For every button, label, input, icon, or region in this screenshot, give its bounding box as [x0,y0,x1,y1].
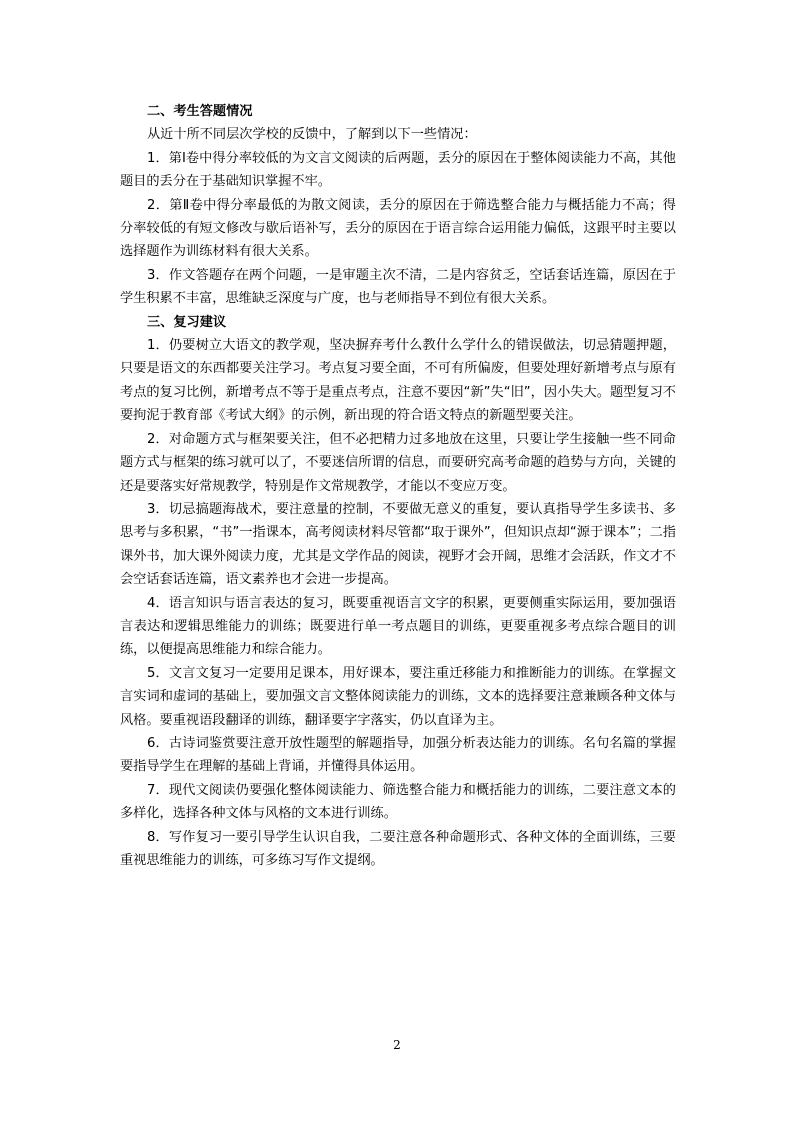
paragraph-exam-item-1: 1．第Ⅰ卷中得分率较低的为文言文阅读的后两题，丢分的原因在于整体阅读能力不高，其他题目的丢分在于基础知识掌握不牢。 [120,150,676,190]
paragraph-exam-item-2: 2．第Ⅱ卷中得分率最低的为散文阅读，丢分的原因在于筛选整合能力与概括能力不高；得分率较低的有短文修改与歇后语补写，丢分的原因在于语言综合运用能力偏低，这跟平时主要以选择题作为训练材料有很大关系。 [120,197,676,260]
paragraph-suggestion-3: 3．切忌搞题海战术，要注意量的控制，不要做无意义的重复，要认真指导学生多读书、多思考与多积累，“书”一指课本，高考阅读材料尽管都“取于课外”，但知识点却“源于课本”；二指课外书，加大课外阅读力度，尤其是文学作品的阅读，视野才会开阔，思维才会活跃，作文才不会空话套话连篇，语文素养也才会进一步提高。 [120,501,676,588]
section-heading-review-suggestions: 三、复习建议 [147,314,227,330]
paragraph-exam-item-3: 3．作文答题存在两个问题，一是审题主次不清，二是内容贫乏，空话套话连篇，原因在于学生积累不丰富，思维缺乏深度与广度，也与老师指导不到位有很大关系。 [120,267,676,307]
paragraph-suggestion-2: 2．对命题方式与框架要关注，但不必把精力过多地放在这里，只要让学生接触一些不同命题方式与框架的练习就可以了，不要迷信所谓的信息，而要研究高考命题的趋势与方向，关键的还是要落实好常规教学，特别是作文常规教学，才能以不变应万变。 [120,431,676,494]
document-body [120,100,676,872]
paragraph-suggestion-1: 1．仍要树立大语文的教学观，坚决摒弃考什么教什么学什么的错误做法，切忌猜题押题，只要是语文的东西都要关注学习。考点复习要全面，不可有所偏废，但要处理好新增考点与原有考点的复习比例，新增考点不等于是重点考点，注意不要因“新”失“旧”，因小失大。题型复习不要拘泥于教育部《考试大纲》的示例，新出现的符合语文特点的新题型要关注。 [120,338,676,424]
page-number: 2 [393,1038,401,1052]
paragraph-suggestion-8: 8．写作复习一要引导学生认识自我，二要注意各种命题形式、各种文体的全面训练，三要重视思维能力的训练，可多练习写作文提纲。 [120,829,676,868]
paragraph-suggestion-6: 6．古诗词鉴赏要注意开放性题型的解题指导，加强分析表达能力的训练。名句名篇的掌握要指导学生在理解的基础上背诵，并懂得具体运用。 [120,735,676,775]
paragraph-suggestion-7: 7．现代文阅读仍要强化整体阅读能力、筛选整合能力和概括能力的训练，二要注意文本的多样化，选择各种文体与风格的文本进行训练。 [120,782,676,822]
paragraph-feedback-intro: 从近十所不同层次学校的反馈中，了解到以下一些情况： [147,127,477,143]
paragraph-suggestion-4: 4．语言知识与语言表达的复习，既要重视语言文字的积累，更要侧重实际运用，要加强语言表达和逻辑思维能力的训练；既要进行单一考点题目的训练，更要重视多考点综合题目的训练，以便提高思维能力和综合能力。 [120,595,676,658]
section-heading-exam-situation: 二、考生答题情况 [147,104,253,119]
paragraph-suggestion-5: 5．文言文复习一定要用足课本，用好课本，要注重迁移能力和推断能力的训练。在掌握文言实词和虚词的基础上，要加强文言文整体阅读能力的训练，文本的选择要注意兼顾各种文体与风格。要重视语段翻译的训练，翻译要字字落实，仍以直译为主。 [120,665,676,728]
